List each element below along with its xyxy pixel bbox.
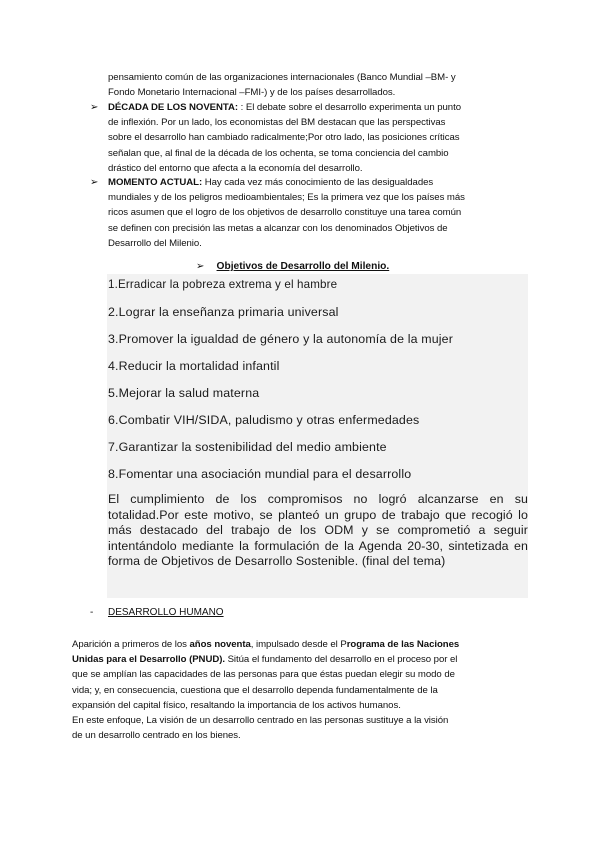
momento-label: MOMENTO ACTUAL:	[108, 177, 203, 188]
arrow-bullet-icon: ➢	[90, 177, 99, 188]
goals-paragraph: El cumplimiento de los compromisos no logró alcanzarse en su totalidad.Por este motivo, se planteó un grupo de trabajo que recogió lo más destacado del trabajo de los ODM y se comprometió a seguir intentándolo mediante la formulación de la Agenda 20-30, sintetizada en forma de Objetivos de Desarrollo Sostenible. (final del tema)	[108, 492, 528, 569]
humano-text: Aparición a primeros de los	[72, 639, 190, 650]
section-title: DESARROLLO HUMANO	[108, 607, 224, 618]
decada-line: señalan que, al final de la década de los ochenta, se toma conciencia del cambio	[108, 147, 449, 159]
decada-line: drástico del entorno que afecta a la economía del desarrollo.	[108, 162, 363, 174]
objetivos-heading	[196, 261, 389, 272]
momento-first-line	[108, 175, 528, 190]
arrow-bullet-icon: ➢	[196, 261, 205, 272]
intro-line: pensamiento común de las organizaciones internacionales (Banco Mundial –BM- y	[108, 72, 456, 83]
goal-item: 7.Garantizar la sostenibilidad del medio ambiente	[108, 440, 387, 454]
decada-line: sobre el desarrollo han cambiado radicalmente;Por otro lado, las posiciones críticas	[108, 132, 460, 144]
arrow-bullet-icon: ➢	[90, 102, 99, 113]
goal-item: 8.Fomentar una asociación mundial para el desarrollo	[108, 467, 412, 481]
humano-line: que se amplían las capacidades de las personas para que éstas puedan elegir su modo de	[72, 669, 455, 681]
humano-bold: años noventa	[189, 639, 251, 650]
humano-line: vida; y, en consecuencia, cuestiona que el desarrollo dependa fundamentalmente de la	[72, 684, 438, 696]
decada-first-line-rest: : El debate sobre el desarrollo experimenta un punto	[238, 102, 461, 113]
objetivos-heading-text: Objetivos de Desarrollo del Milenio.	[216, 261, 390, 272]
momento-line: mundiales y de los peligros medioambientales; Es la primera vez que los países más	[108, 192, 465, 204]
humano-paragraph	[72, 637, 532, 743]
momento-paragraph	[108, 175, 528, 251]
goal-item: 2.Lograr la enseñanza primaria universal	[108, 305, 339, 319]
humano-line: de un desarrollo centrado en los bienes.	[72, 730, 241, 742]
decada-paragraph	[108, 100, 528, 176]
decada-label: DÉCADA DE LOS NOVENTA:	[108, 102, 239, 113]
humano-bold: Unidas para el Desarrollo (PNUD).	[72, 654, 225, 666]
goal-item: 1.Erradicar la pobreza extrema y el hambre	[108, 278, 338, 291]
goal-item: 6.Combatir VIH/SIDA, paludismo y otras enfermedades	[108, 413, 420, 427]
humano-text: Sitúa el fundamento del desarrollo en el proceso por el	[224, 654, 458, 666]
momento-line: se definen con precisión las metas a alcanzar con los denominados Objetivos de	[108, 222, 448, 234]
humano-text: , impulsado desde el P	[250, 639, 347, 650]
goal-item: 3.Promover la igualdad de género y la autonomía de la mujer	[108, 332, 453, 346]
humano-line-1	[72, 637, 532, 652]
humano-line-2	[72, 652, 532, 667]
intro-line: Fondo Monetario Internacional –FMI-) y de los países desarrollados.	[108, 87, 396, 99]
decada-first-line	[108, 100, 528, 115]
intro-text	[108, 70, 528, 100]
humano-bold: rograma de las Naciones	[346, 639, 460, 650]
momento-line: Desarrollo del Milenio.	[108, 237, 202, 249]
momento-first-line-rest: Hay cada vez más conocimiento de las desigualdades	[202, 177, 434, 188]
decada-line: de inflexión. Por un lado, los economistas del BM destacan que las perspectivas	[108, 117, 446, 129]
dash-bullet: -	[90, 607, 94, 618]
momento-line: ricos asumen que el logro de los objetivos de desarrollo constituye una tarea común	[108, 207, 462, 219]
goal-item: 4.Reducir la mortalidad infantil	[108, 359, 280, 373]
goal-item: 5.Mejorar la salud materna	[108, 386, 260, 400]
humano-line: expansión del capital físico, resaltando la importancia de los activos humanos.	[72, 699, 401, 711]
humano-line: En este enfoque, La visión de un desarrollo centrado en las personas sustituye a la visión	[72, 715, 449, 727]
